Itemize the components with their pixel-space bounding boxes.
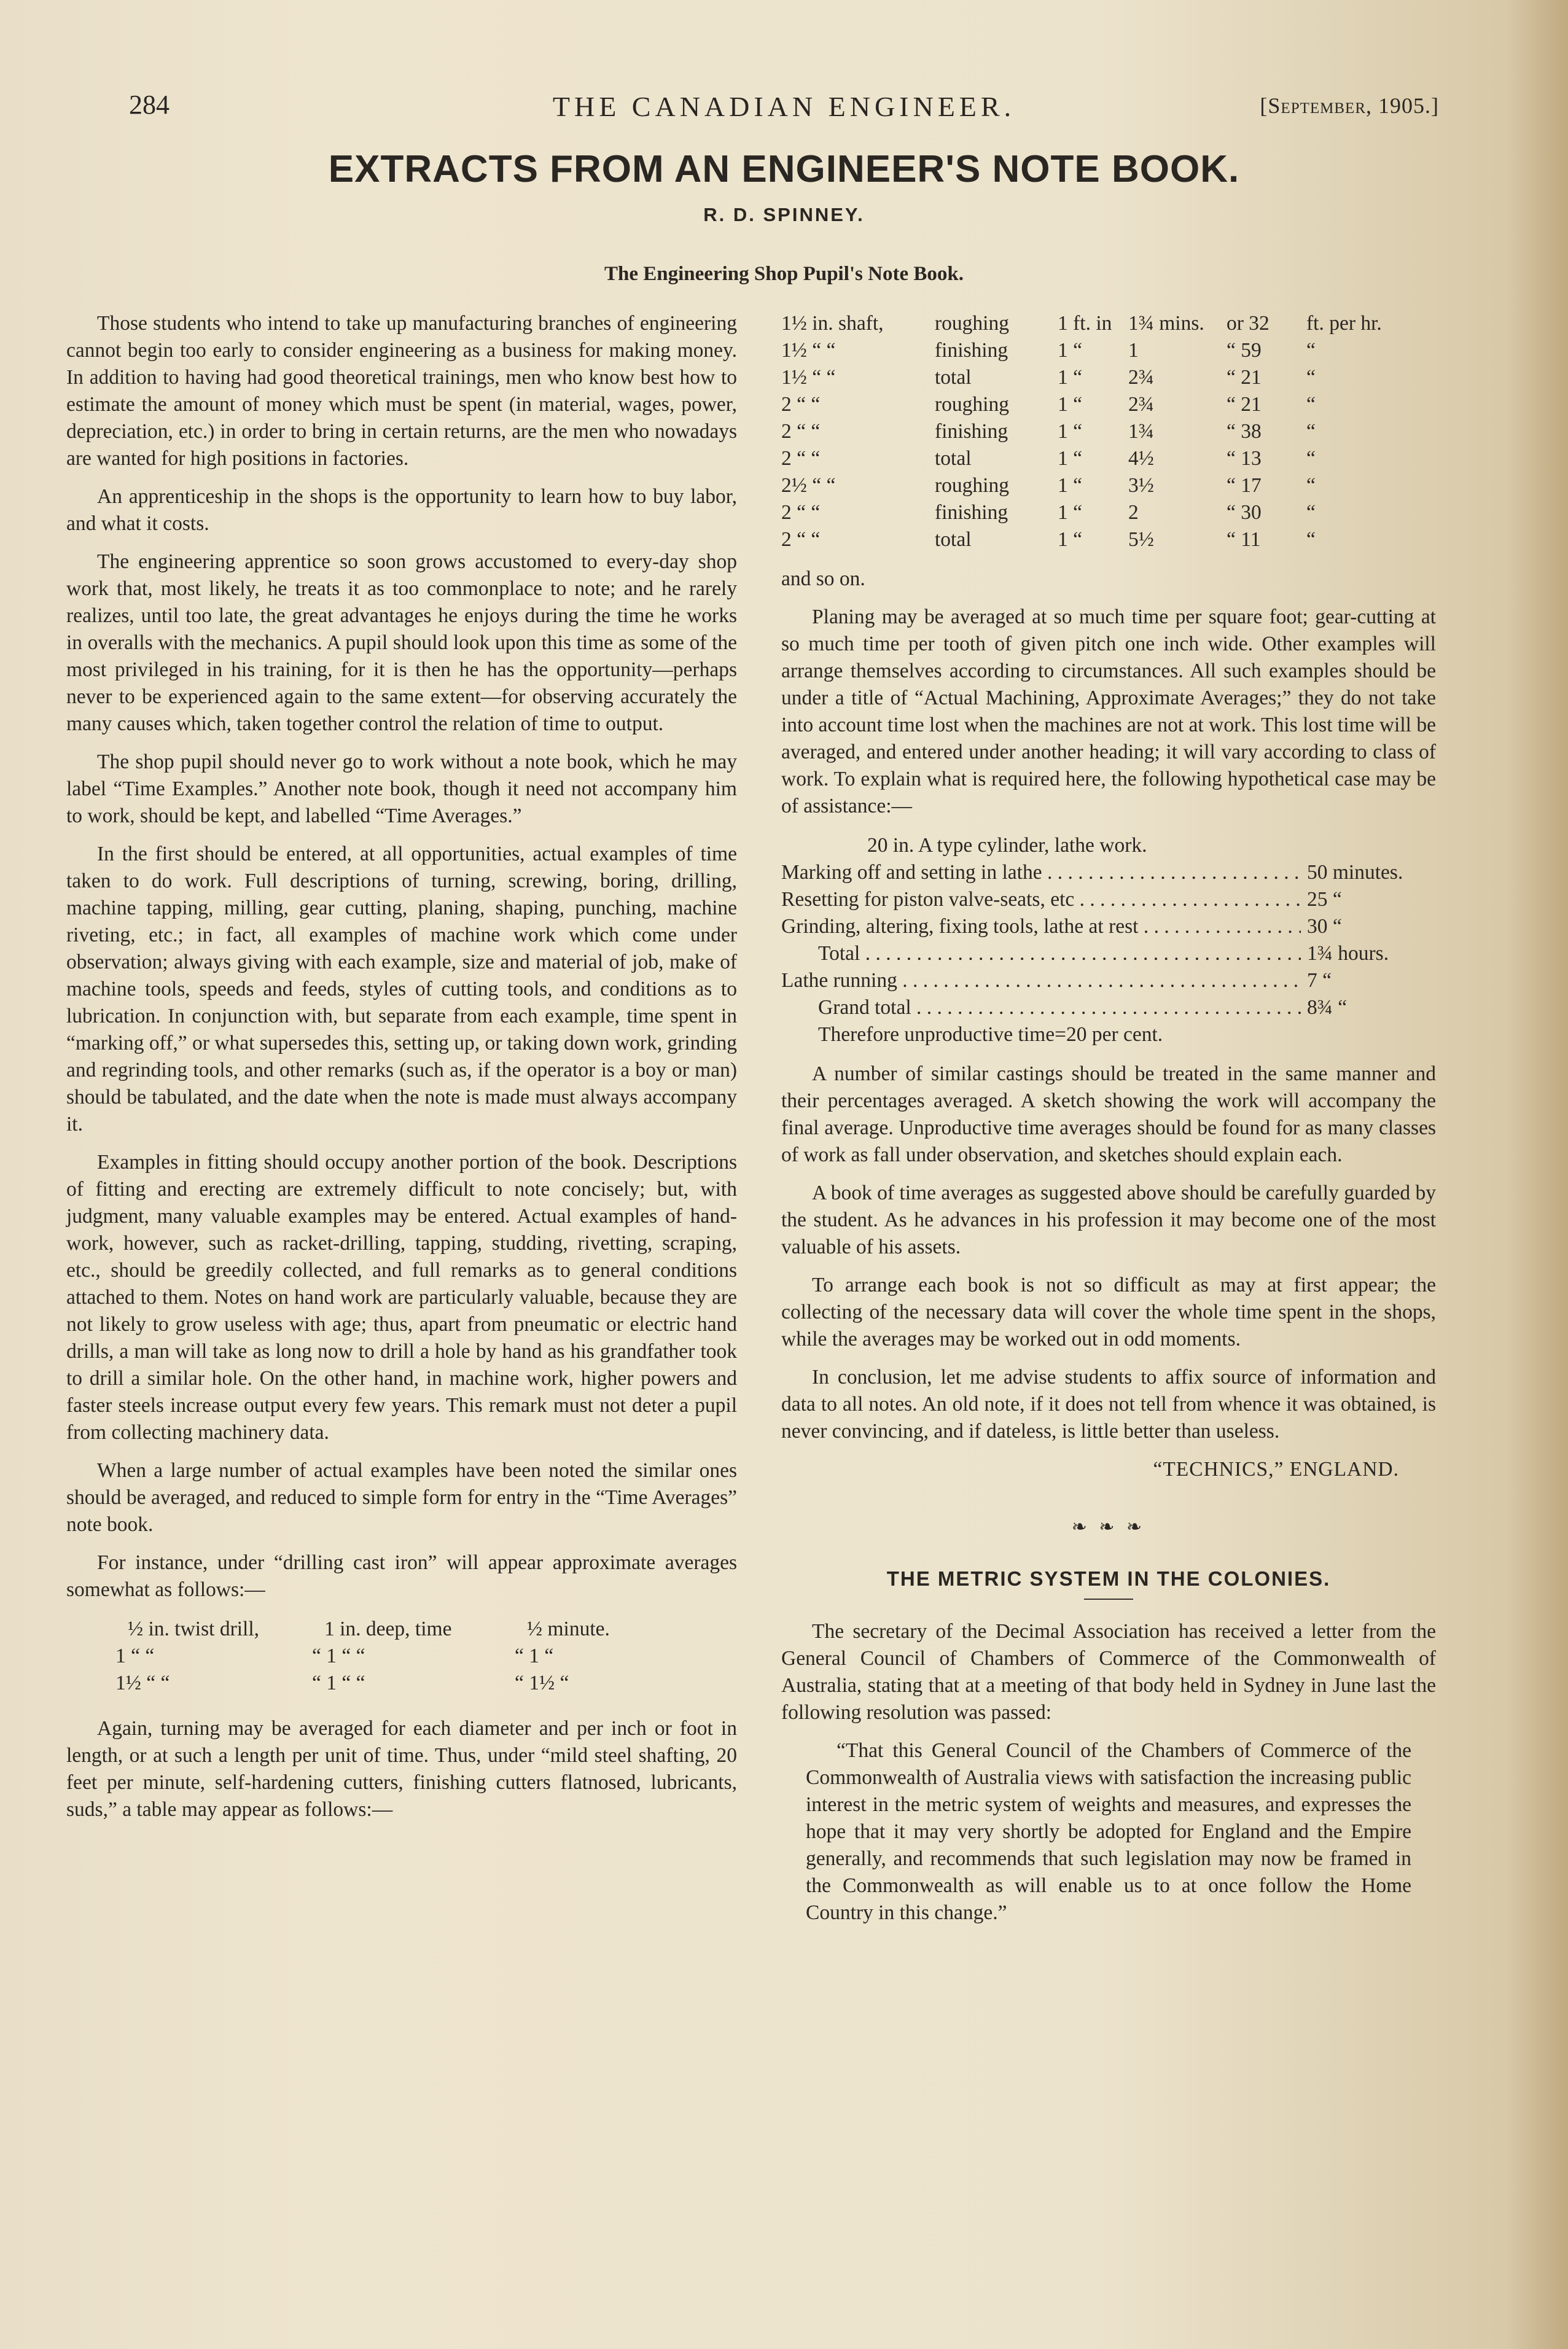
table-row: 2 “ “ total 1 “ 5½ “ 11 “ <box>781 528 1316 551</box>
table-row: 1½ “ “ “ 1 “ “ “ 1½ “ <box>115 1672 569 1694</box>
table-row: 1½ in. shaft, roughing 1 ft. in 1¾ mins. or 32 ft. per hr. <box>781 312 1382 335</box>
article-subtitle: The Engineering Shop Pupil's Note Book. <box>604 263 964 285</box>
paragraph: In conclusion, let me advise students to affix source of information and data to all notes. An old note, if it does not tell from whence it was obtained, is never convincing, and if dateless, is little better than useless. <box>781 1366 1436 1443</box>
paragraph: Examples in fitting should occupy another portion of the book. Descriptions of fitting and erecting are extremely difficult to note concisely; but, with judgment, many valuable examples may be entered. Actual examples of hand-work, however, such as racket-drilling, tapping, studding, rivetting, scraping, etc., should be greedily collected, and full remarks as to general conditions attached to them. Notes on hand work are particularly valuable, because they are not likely to grow useless with age; thus, apart from pneumatic or electric hand drills, a man will take as long now to drill a hole by hand as his grandfather took to drill a similar hole. On the other hand, in machine work, higher powers and faster steels increase output every few years. This remark must not deter a pupil from collecting machinery data. <box>66 1151 737 1444</box>
table-row: 1½ “ “ total 1 “ 2¾ “ 21 “ <box>781 366 1316 389</box>
table-row: Marking off and setting in lathe . . . 50 minutes. <box>781 859 1436 886</box>
article-author: R. D. SPINNEY. <box>703 204 865 225</box>
paragraph: The shop pupil should never go to work without a note book, which he may label “Time Examples.” Another note book, though it need not accompany him to work, should be kept, and labelled “Time Averages.” <box>66 750 737 827</box>
table-row: Lathe running . . . 7 “ <box>781 967 1436 994</box>
table-conclusion: Therefore unproductive time=20 per cent. <box>818 1023 1163 1046</box>
table-row: 2½ “ “ roughing 1 “ 3½ “ 17 “ <box>781 474 1316 497</box>
table-row: 1 “ “ “ 1 “ “ “ 1 “ <box>115 1645 554 1667</box>
paragraph: Again, turning may be averaged for each diameter and per inch or foot in length, or at such a length per unit of time. Thus, under “mild steel shafting, 20 feet per minute, self-hardening cutters, finishing cutters flatnosed, lubricants, suds,” a table may appear as follows:— <box>66 1717 737 1821</box>
table-row: Grinding, altering, fixing tools, lathe at rest . . . 30 “ <box>781 913 1436 940</box>
table-row: 2 “ “ roughing 1 “ 2¾ “ 21 “ <box>781 393 1316 416</box>
section-title: THE METRIC SYSTEM IN THE COLONIES. <box>886 1567 1331 1590</box>
table-row: Grand total . . . 8¾ “ <box>781 994 1436 1021</box>
paragraph: An apprenticeship in the shops is the opportunity to learn how to buy labor, and what it costs. <box>66 485 737 535</box>
table-row: 2 “ “ finishing 1 “ 1¾ “ 38 “ <box>781 420 1316 443</box>
paragraph: A book of time averages as suggested above should be carefully guarded by the student. As he advances in his profession it may become one of the most valuable of his assets. <box>781 1182 1436 1258</box>
table-row: 2 “ “ total 1 “ 4½ “ 13 “ <box>781 447 1316 470</box>
table-row: Resetting for piston valve-seats, etc . . . 25 “ <box>781 886 1436 913</box>
paragraph: and so on. <box>781 567 865 590</box>
article-title: EXTRACTS FROM AN ENGINEER'S NOTE BOOK. <box>328 148 1240 190</box>
table-heading: 20 in. A type cylinder, lathe work. <box>867 834 1147 857</box>
paragraph: The secretary of the Decimal Association has received a letter from the General Council of Chambers of Commerce of the Commonwealth of Australia, stating that at a meeting of that body held in Sydney in June last the following resolution was passed: <box>781 1620 1436 1724</box>
drill-averages-table <box>66 1616 737 1697</box>
article-signature: “TECHNICS,” ENGLAND. <box>1153 1458 1399 1481</box>
paragraph: The engineering apprentice so soon grows accustomed to every-day shop work that, most likely, he treats it as too commonplace to note; and he rarely realizes, until too late, the great advantages he enjoys during the time he works in overalls with the mechanics. A pupil should look upon this time as some of the most privileged in his training, for it is then he has the opportunity—perhaps never to be experienced again to the same extent—for observing accurately the many causes which, taken together control the relation of time to output. <box>66 550 737 735</box>
paragraph: When a large number of actual examples have been noted the similar ones should be averaged, and reduced to simple form for entry in the “Time Averages” note book. <box>66 1459 737 1536</box>
resolution-quote <box>806 1737 1411 1926</box>
title-rule <box>1084 1599 1133 1600</box>
paragraph: In the first should be entered, at all opportunities, actual examples of time taken to do work. Full descriptions of turning, screwing, boring, drilling, machine tapping, milling, gear cutting, planing, shaping, punching, machine riveting, etc.; in fact, all examples of machine work which come under observation; always giving with each example, size and material of job, make of machine tools, speeds and feeds, styles of cutting tools, and conditions as to lubrication. In conjunction with, but separate from each example, time spent in “marking off,” or what supersedes this, setting up, or taking down work, grinding and regrinding tools, and other remarks (such as, if the operator is a boy or man) should be tabulated, and the date when the note is made must always accompany it. <box>66 843 737 1136</box>
unproductive-time-table <box>781 832 1436 1048</box>
shaft-turning-table <box>781 310 1436 553</box>
paragraph: For instance, under “drilling cast iron” will appear approximate averages somewhat as follows:— <box>66 1551 737 1601</box>
journal-title: THE CANADIAN ENGINEER. <box>552 91 1016 122</box>
left-column <box>66 310 737 1834</box>
running-header <box>129 89 1439 126</box>
right-column <box>781 310 1436 1938</box>
table-row: 2 “ “ finishing 1 “ 2 “ 30 “ <box>781 501 1316 524</box>
page-number: 284 <box>129 90 170 120</box>
table-row: Total . . . 1¾ hours. <box>781 940 1436 967</box>
paragraph: A number of similar castings should be treated in the same manner and their percentages averaged. A sketch showing the work will accompany the final average. Unproductive time averages should be found for as many classes of work as fall under observation, and sketches should explain each. <box>781 1062 1436 1166</box>
paragraph: Planing may be averaged at so much time per square foot; gear-cutting at so much time per tooth of given pitch one inch wide. Other examples will arrange themselves according to circumstances. All such examples should be under a title of “Actual Machining, Approximate Averages;” they do not take into account time lost when the machines are not at work. This lost time will be averaged, and entered under another heading; it will vary according to class of work. To explain what is required here, the following hypothetical case may be of assistance:— <box>781 606 1436 817</box>
section-ornament: ❧ ❧ ❧ <box>1071 1517 1146 1537</box>
paragraph: To arrange each book is not so difficult as may at first appear; the collecting of the necessary data will cover the whole time spent in the shops, while the averages may be worked out in odd moments. <box>781 1274 1436 1350</box>
table-row: 1½ “ “ finishing 1 “ 1 “ 59 “ <box>781 339 1316 362</box>
quoted-resolution: “That this General Council of the Chambers of Commerce of the Commonwealth of Australia views with satisfaction the increasing public interest in the metric system of weights and measures, and expresses the hope that it may very shortly be adopted for England and the Empire generally, and recommends that such legislation may now be framed in the Commonwealth as will enable us to at once follow the Home Country in this change.” <box>806 1739 1411 1924</box>
paragraph: Those students who intend to take up manufacturing branches of engineering cannot begin too early to consider engineering as a business for making money. In addition to having had good theoretical trainings, men who know best how to estimate the amount of money which must be spent (in material, wages, power, depreciation, etc.) in order to bring in certain returns, are the men who nowadays are wanted for high positions in factories. <box>66 312 737 470</box>
issue-date: [September, 1905.] <box>1260 93 1439 118</box>
table-row: ½ in. twist drill, 1 in. deep, time ½ minute. <box>128 1618 610 1640</box>
